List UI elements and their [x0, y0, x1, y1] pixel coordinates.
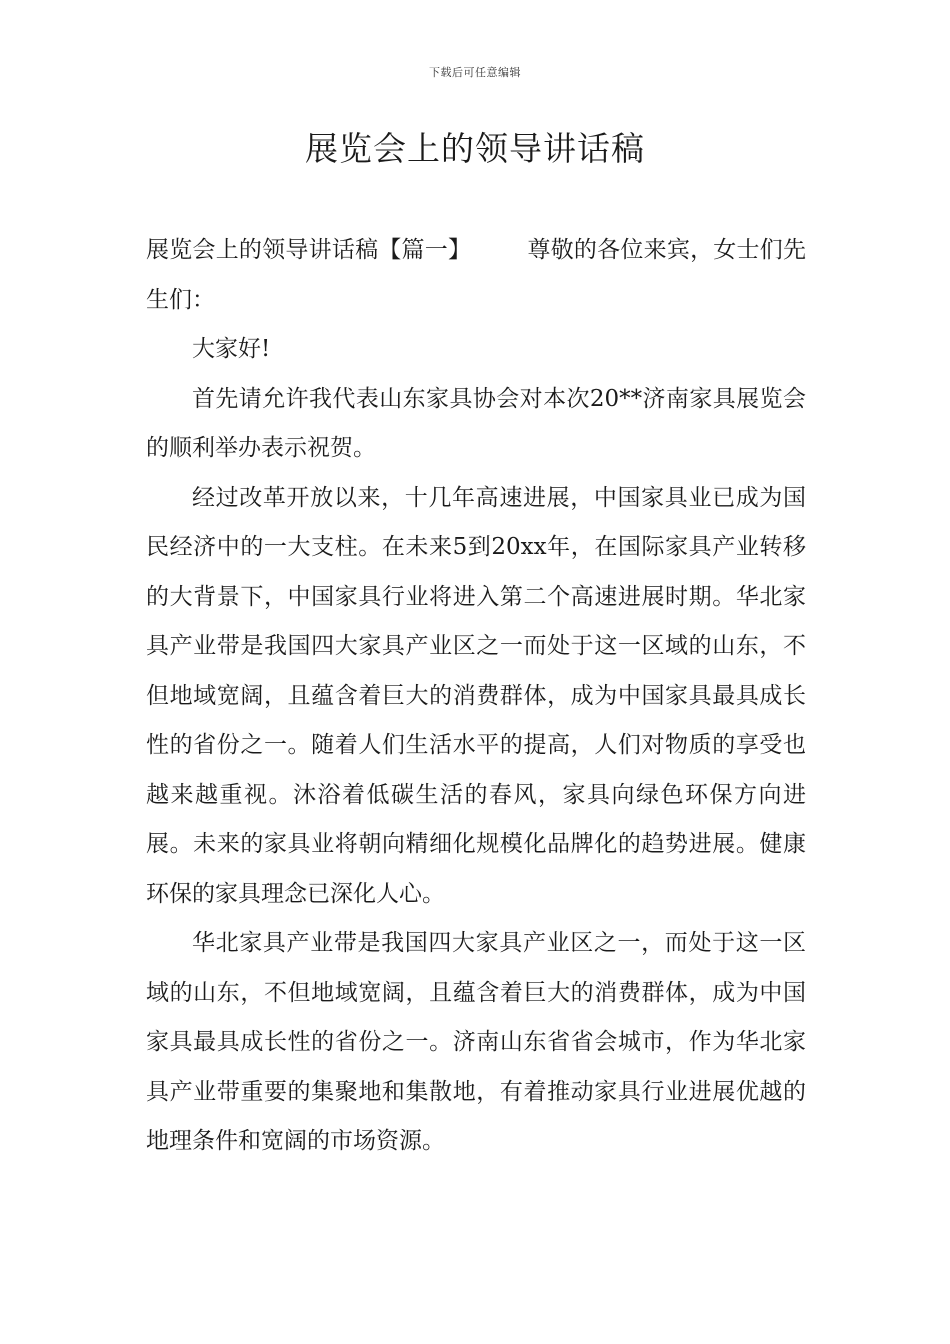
page-header-note: 下载后可任意编辑	[429, 66, 521, 79]
document-title: 展览会上的领导讲话稿	[305, 129, 645, 168]
paragraph-greeting: 大家好!	[192, 336, 271, 362]
paragraph-congratulation: 首先请允许我代表山东家具协会对本次20**济南家具展览会的顺利举办表示祝贺。	[146, 385, 806, 461]
paragraph-industry-development: 经过改革开放以来，十几年高速进展，中国家具业已成为国民经济中的一大支柱。在未来5到20xx年，在国际家具产业转移的大背景下，中国家具行业将进入第二个高速进展时期。华北家具产业带是我国四大家具产业区之一而处于这一区域的山东，不但地域宽阔，且蕴含着巨大的消费群体，成为中国家具最具成长性的省份之一。随着人们生活水平的提高，人们对物质的享受也越来越重视。沐浴着低碳生活的春风，家具向绿色环保方向进展。未来的家具业将朝向精细化规模化品牌化的趋势进展。健康环保的家具理念已深化人心。	[146, 484, 806, 907]
paragraph-jinan-advantage: 华北家具产业带是我国四大家具产业区之一，而处于这一区域的山东，不但地域宽阔，且蕴含着巨大的消费群体，成为中国家具最具成长性的省份之一。济南山东省省会城市，作为华北家具产业带重要的集聚地和集散地，有着推动家具行业进展优越的地理条件和宽阔的市场资源。	[146, 930, 806, 1154]
intro-paragraph	[146, 226, 806, 325]
intro-heading: 展览会上的领导讲话稿【篇一】	[146, 237, 472, 263]
intro-salutation: 尊敬的各位来宾，女士们先生们：	[146, 237, 807, 313]
document-body	[146, 226, 806, 1167]
